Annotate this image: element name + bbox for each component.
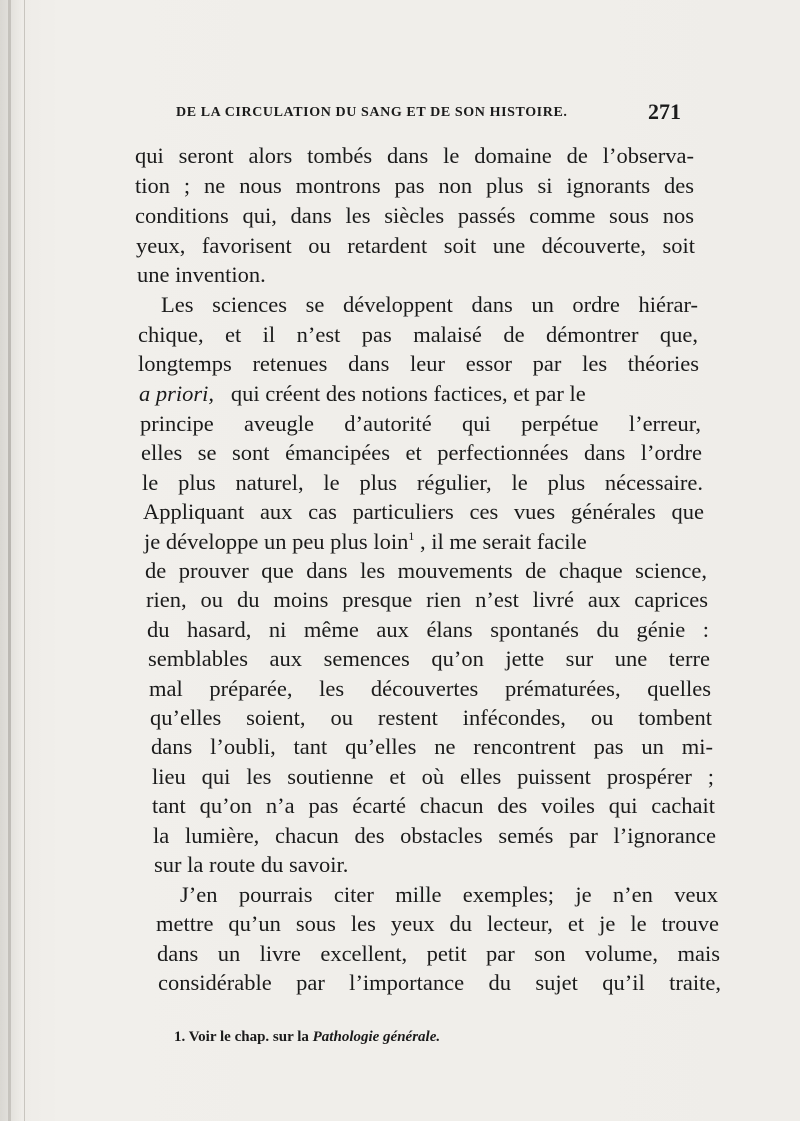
- text-line: [144, 530, 705, 554]
- text-line: longtemps retenues dans leur essor par les théories: [138, 351, 699, 376]
- text-line: dans l’oubli, tant qu’elles ne rencontrent pas un mi-: [151, 734, 713, 759]
- italic-phrase: a priori,: [139, 381, 215, 406]
- text-span: , il me serait facile: [414, 529, 587, 554]
- text-line: principe aveugle d’autorité qui perpétue l’erreur,: [140, 411, 701, 436]
- text-line: qui seront alors tombés dans le domaine de l’observa-: [135, 143, 694, 168]
- text-line: sur la route du savoir.: [154, 852, 349, 877]
- text-line: chique, et il n’est pas malaisé de démontrer que,: [138, 322, 698, 347]
- text-line: mettre qu’un sous les yeux du lecteur, et je le trouve: [156, 911, 719, 936]
- text-line: lieu qui les soutienne et où elles puissent prospérer ;: [152, 764, 714, 789]
- text-line: de prouver que dans les mouvements de chaque science,: [145, 558, 707, 583]
- text-line: rien, ou du moins presque rien n’est livré aux caprices: [146, 587, 708, 612]
- text-line: Appliquant aux cas particuliers ces vues générales que: [143, 499, 704, 524]
- text-line: dans un livre excellent, petit par son volume, mais: [157, 941, 720, 966]
- binding-edge: [24, 0, 25, 1121]
- text-line: considérable par l’importance du sujet qu’il traite,: [158, 970, 721, 995]
- text-span: je développe un peu plus loin: [144, 529, 409, 554]
- footnote-marker: 1.: [174, 1029, 186, 1045]
- text-line: le plus naturel, le plus régulier, le plus nécessaire.: [142, 470, 703, 495]
- text-span: qui créent des notions factices, et par le: [230, 381, 586, 406]
- text-line: Les sciences se développent dans un ordre hiérar-: [161, 292, 698, 317]
- footnote-text: Voir le chap. sur la: [185, 1029, 313, 1045]
- text-line: yeux, favorisent ou retardent soit une découverte, soit: [136, 233, 695, 258]
- text-line: tant qu’on n’a pas écarté chacun des voiles qui cachait: [152, 793, 715, 818]
- text-line: du hasard, ni même aux élans spontanés du génie :: [147, 617, 709, 642]
- running-title: DE LA CIRCULATION DU SANG ET DE SON HISTOIRE.: [176, 105, 568, 120]
- footnote-ref: 1: [408, 529, 415, 543]
- text-line: une invention.: [137, 262, 266, 287]
- page-number: 271: [648, 99, 681, 124]
- text-line: elles se sont émancipées et perfectionnées dans l’ordre: [141, 440, 702, 465]
- running-header: [176, 99, 681, 124]
- text-line: semblables aux semences qu’on jette sur une terre: [148, 646, 710, 671]
- binding-shadow: [8, 0, 11, 1121]
- text-line: qu’elles soient, ou restent infécondes, ou tombent: [150, 705, 712, 730]
- text-line: tion ; ne nous montrons pas non plus si ignorants des: [135, 173, 694, 198]
- footnote-title: Pathologie générale.: [312, 1029, 441, 1045]
- text-line: la lumière, chacun des obstacles semés par l’ignorance: [153, 823, 716, 848]
- text-line: [139, 383, 700, 406]
- text-line: conditions qui, dans les siècles passés comme sous nos: [135, 203, 694, 228]
- text-line: J’en pourrais citer mille exemples; je n’en veux: [180, 882, 718, 907]
- text-line: mal préparée, les découvertes prématurées, quelles: [149, 676, 711, 701]
- footnote: [174, 1029, 440, 1046]
